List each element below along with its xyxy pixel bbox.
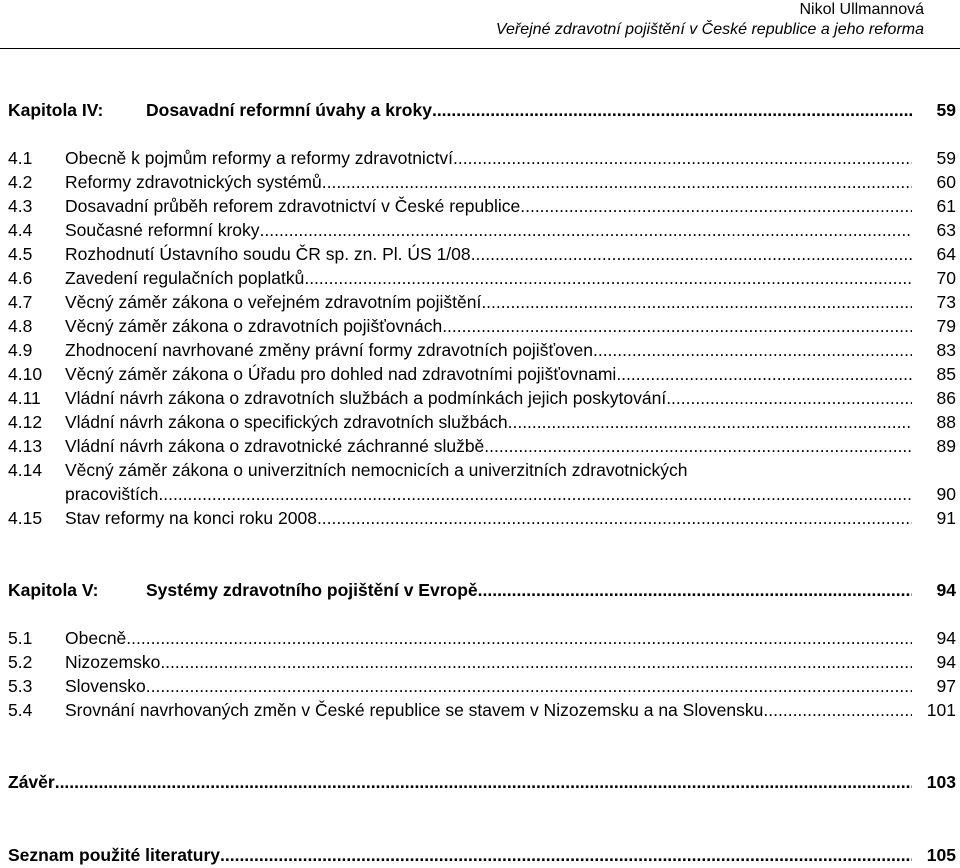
toc-page-number: 60 — [936, 172, 956, 192]
toc-page-number: 59 — [936, 148, 956, 168]
toc-page-number: 83 — [936, 340, 956, 360]
toc-entry[interactable] — [8, 194, 956, 218]
toc-entry-title: Věcný záměr zákona o univerzitních nemocnicích a univerzitních zdravotnických — [65, 460, 688, 480]
toc-entry-number: 4.9 — [8, 340, 33, 360]
toc-entry-number: 5.1 — [8, 628, 33, 648]
header-title: Veřejné zdravotní pojištění v České republice a jeho reforma — [495, 21, 924, 38]
toc-entry-title: Vládní návrh zákona o zdravotnické záchranné službě — [65, 436, 485, 456]
toc-entry[interactable] — [8, 674, 956, 698]
toc-entry-title: Dosavadní průběh reforem zdravotnictví v České republice — [65, 196, 521, 216]
toc-leader-dots — [432, 98, 912, 122]
toc-page-number: 85 — [936, 364, 956, 384]
toc-entry-title: Nizozemsko — [65, 652, 161, 672]
toc-entry-title: Obecně k pojmům reformy a reformy zdravotnictví — [65, 148, 454, 168]
toc-entry-title: Slovensko — [65, 676, 146, 696]
toc-entry-title: Stav reformy na konci roku 2008 — [65, 508, 317, 528]
toc-leader-dots — [666, 386, 912, 410]
toc-page-number: 94 — [936, 580, 956, 600]
toc-page-number: 73 — [936, 292, 956, 312]
toc-page-number: 101 — [926, 700, 956, 720]
toc-entry[interactable] — [8, 242, 956, 266]
toc-entry[interactable] — [8, 386, 956, 410]
toc-entry-title: Rozhodnutí Ústavního soudu ČR sp. zn. Pl. ÚS 1/08 — [65, 244, 471, 264]
toc-entry-number: 4.1 — [8, 148, 33, 168]
toc-leader-dots — [304, 266, 912, 290]
toc-entry-title: Zavedení regulačních poplatků — [65, 268, 305, 288]
toc-entry-continuation[interactable] — [8, 482, 956, 506]
toc-entry-number: 4.2 — [8, 172, 33, 192]
toc-leader-dots — [593, 338, 912, 362]
toc-leader-dots — [453, 146, 912, 170]
toc-leader-dots — [317, 506, 912, 530]
toc-leader-dots — [220, 843, 912, 867]
toc-entry[interactable] — [8, 458, 956, 482]
toc-entry[interactable] — [8, 266, 956, 290]
toc-bibliography[interactable] — [8, 843, 956, 867]
toc-chapter-number: Kapitola V: — [8, 580, 99, 600]
toc-leader-dots — [260, 218, 912, 242]
toc-entry-title: Věcný záměr zákona o zdravotních pojišťovnách — [65, 316, 443, 336]
toc-page-number: 63 — [936, 220, 956, 240]
toc-page-number: 91 — [936, 508, 956, 528]
toc-entry-title-continued: pracovištích — [65, 484, 159, 504]
toc-leader-dots — [146, 674, 912, 698]
toc-entry-number: 4.13 — [8, 436, 43, 456]
toc-entry-title: Vládní návrh zákona o zdravotních službách a podmínkách jejich poskytování — [65, 388, 667, 408]
toc-entry[interactable] — [8, 650, 956, 674]
toc-leader-dots — [478, 578, 912, 602]
toc-leader-dots — [55, 770, 912, 794]
toc-entry-title: Vládní návrh zákona o specifických zdravotních službách — [65, 412, 508, 432]
toc-entry-number: 4.3 — [8, 196, 33, 216]
toc-page-number: 86 — [936, 388, 956, 408]
header-author: Nikol Ullmannová — [799, 1, 924, 18]
toc-entry[interactable] — [8, 314, 956, 338]
toc-entry-number: 4.14 — [8, 460, 43, 480]
toc-entry[interactable] — [8, 170, 956, 194]
toc-entry-number: 4.8 — [8, 316, 33, 336]
toc-entry[interactable] — [8, 434, 956, 458]
toc-entry[interactable] — [8, 146, 956, 170]
toc-page-number: 70 — [936, 268, 956, 288]
toc-page-number: 79 — [936, 316, 956, 336]
toc-chapter-number: Kapitola IV: — [8, 100, 104, 120]
toc-leader-dots — [158, 482, 912, 506]
toc-entry-number: 4.15 — [8, 508, 43, 528]
toc-entry-number: 4.5 — [8, 244, 33, 264]
toc-entry-title: Obecně — [65, 628, 127, 648]
toc-leader-dots — [508, 410, 912, 434]
toc-entry-title: Věcný záměr zákona o veřejném zdravotním pojištění — [65, 292, 482, 312]
toc-conclusion[interactable] — [8, 770, 956, 794]
toc-entry[interactable] — [8, 362, 956, 386]
toc-entry[interactable] — [8, 290, 956, 314]
toc-page-number: 59 — [936, 100, 956, 120]
toc-entry-number: 5.3 — [8, 676, 33, 696]
toc-conclusion-title: Závěr — [8, 772, 55, 792]
toc-chapter-5[interactable] — [8, 578, 956, 602]
toc-leader-dots — [471, 242, 912, 266]
toc-leader-dots — [520, 194, 912, 218]
toc-leader-dots — [484, 434, 912, 458]
toc-entry[interactable] — [8, 698, 956, 722]
toc-page-number: 61 — [936, 196, 956, 216]
toc-entry[interactable] — [8, 506, 956, 530]
toc-leader-dots — [616, 362, 912, 386]
toc-leader-dots — [442, 314, 912, 338]
toc-entry-title: Reformy zdravotnických systémů — [65, 172, 322, 192]
toc-page-number: 105 — [926, 845, 956, 865]
toc-page-number: 64 — [936, 244, 956, 264]
toc-page-number: 90 — [936, 484, 956, 504]
toc-leader-dots — [126, 626, 912, 650]
toc-leader-dots — [763, 698, 912, 722]
toc-leader-dots — [160, 650, 912, 674]
toc-entry-number: 4.11 — [8, 388, 41, 408]
toc-leader-dots — [481, 290, 912, 314]
toc-entry[interactable] — [8, 626, 956, 650]
toc-entry-title: Věcný záměr zákona o Úřadu pro dohled nad zdravotními pojišťovnami — [65, 364, 617, 384]
toc-entry[interactable] — [8, 218, 956, 242]
toc-page-number: 88 — [936, 412, 956, 432]
toc-entry-number: 4.4 — [8, 220, 33, 240]
toc-page-number: 94 — [936, 628, 956, 648]
header-divider — [0, 48, 960, 49]
toc-entry-number: 5.2 — [8, 652, 33, 672]
toc-chapter-4[interactable] — [8, 98, 956, 122]
toc-page-number: 89 — [936, 436, 956, 456]
toc-page-number: 97 — [936, 676, 956, 696]
toc-entry-number: 4.7 — [8, 292, 33, 312]
toc-leader-dots — [322, 170, 912, 194]
toc-entry-title: Srovnání navrhovaných změn v České republice se stavem v Nizozemsku a na Slovensku — [65, 700, 764, 720]
toc-entry-title: Současné reformní kroky — [65, 220, 260, 240]
toc-page-number: 103 — [926, 772, 956, 792]
toc-entry-number: 4.6 — [8, 268, 33, 288]
toc-entry-number: 5.4 — [8, 700, 33, 720]
toc-entry[interactable] — [8, 410, 956, 434]
toc-entry-title: Zhodnocení navrhované změny právní formy zdravotních pojišťoven — [65, 340, 593, 360]
toc-entry[interactable] — [8, 338, 956, 362]
toc-chapter-title: Dosavadní reformní úvahy a kroky — [146, 100, 432, 120]
toc-bibliography-title: Seznam použité literatury — [8, 845, 220, 865]
toc-chapter-title: Systémy zdravotního pojištění v Evropě — [146, 580, 478, 600]
toc-page-number: 94 — [936, 652, 956, 672]
toc-entry-number: 4.12 — [8, 412, 43, 432]
toc-entry-number: 4.10 — [8, 364, 43, 384]
page-header — [496, 0, 924, 40]
